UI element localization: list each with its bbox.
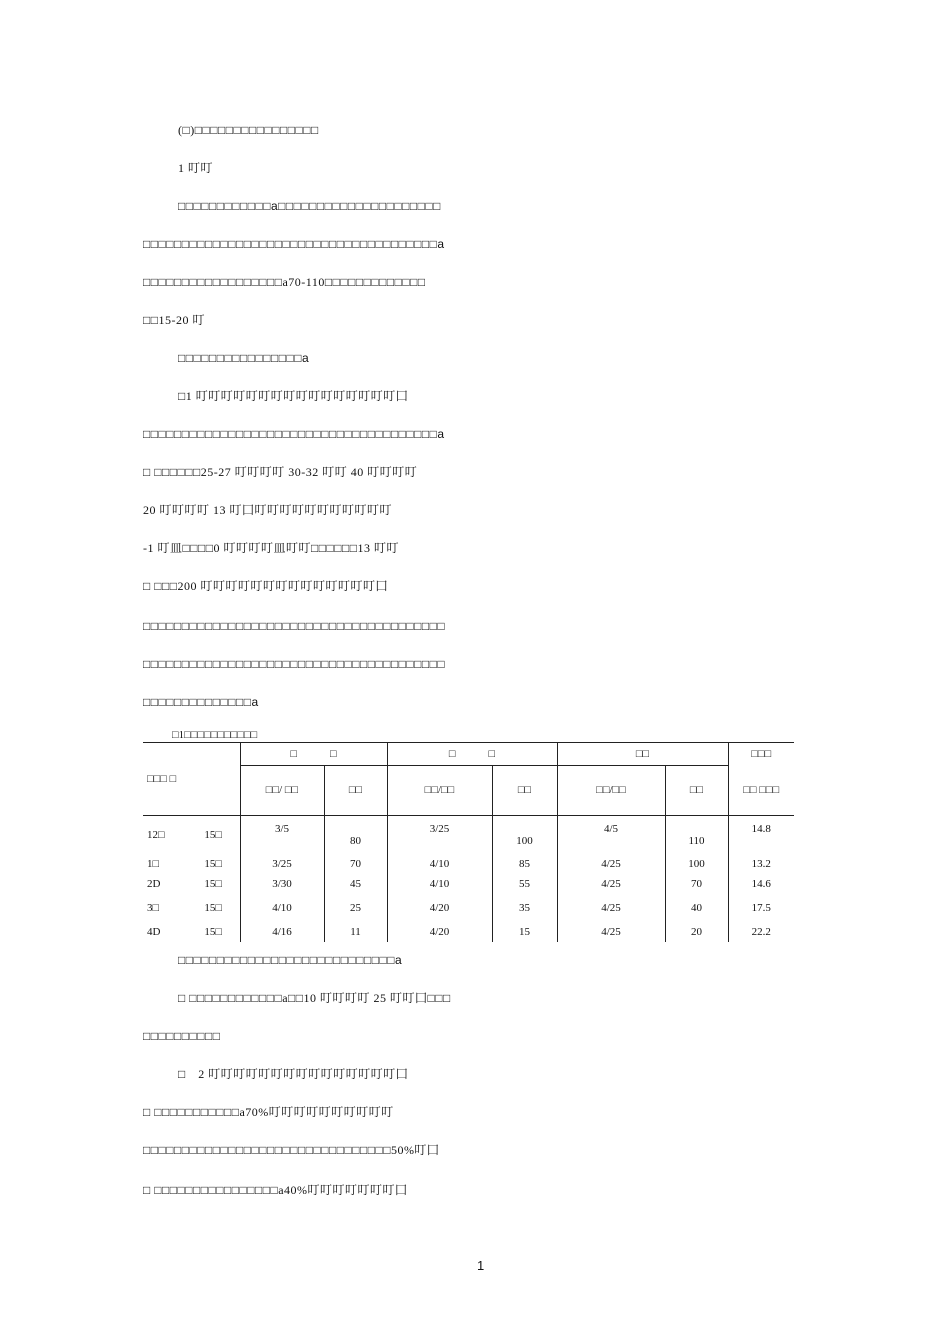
group-header: □□: [557, 743, 728, 766]
row-label-header: □□□ □: [143, 743, 240, 816]
table-cell: 11: [324, 922, 387, 942]
table-cell: 1□: [147, 857, 160, 870]
table-caption: □1□□□□□□□□□□□: [172, 729, 258, 741]
paragraph-line: □□□□□□□□□□□□□□□□a: [178, 351, 310, 365]
sub-header: □□: [665, 766, 728, 816]
paragraph-line: □□□□□□□□□□□□□□□□□□□□□□□□□□□□□□□□□□□□□□a: [143, 237, 445, 251]
table-cell: 3/25: [240, 854, 324, 874]
table-cell: 3□: [147, 901, 160, 914]
cell-text: 3/5: [274, 822, 290, 835]
paragraph-line: □ □□□□□□□□□□□a70%叮叮叮叮叮叮叮叮叮叮: [143, 1105, 394, 1119]
table-cell: [324, 816, 387, 855]
table-cell: 15□: [204, 901, 223, 914]
table-cell: 4D: [147, 925, 161, 938]
table-cell: 40: [665, 894, 728, 922]
table-row: [143, 894, 794, 922]
sub-header: □□: [324, 766, 387, 816]
table-cell: [387, 816, 492, 855]
paragraph-line: □□□□□□□□□□□□□□a: [143, 695, 259, 709]
group-header: □ □: [387, 743, 557, 766]
sub-header: □□/□□: [387, 766, 492, 816]
table-cell: 4/25: [557, 894, 665, 922]
table-cell: 4/25: [557, 874, 665, 894]
table-header-row: [143, 743, 794, 766]
cell-text: 4/5: [603, 822, 619, 835]
table-cell: 3/30: [240, 874, 324, 894]
table-subheader-row: [143, 766, 794, 816]
table-cell: [728, 816, 794, 855]
table-row: [143, 922, 794, 942]
table-cell: 25: [324, 894, 387, 922]
table-cell: 15□: [204, 925, 223, 938]
paragraph-line: □□□□□□□□□□□□□□□□□□□□□□□□□□□□a: [178, 953, 403, 967]
paragraph-line: □1 叮叮叮叮叮叮叮叮叮叮叮叮叮叮叮叮囗: [178, 389, 409, 403]
table-cell: 100: [665, 854, 728, 874]
table-cell: 15□: [204, 828, 223, 841]
table-cell: 35: [492, 894, 557, 922]
table-cell: 4/25: [557, 922, 665, 942]
table-cell: 4/10: [387, 854, 492, 874]
table-cell: 15□: [204, 877, 223, 890]
table-cell: [665, 816, 728, 855]
paragraph-line: □□□□□□□□□□□□□□□□□□□□□□□□□□□□□□□□□□□□□□□: [143, 619, 446, 633]
paragraph-line: □ □□□□□□□□□□□□□□□□a40%叮叮叮叮叮叮叮囗: [143, 1183, 408, 1197]
sub-header: □□ □□□: [728, 766, 794, 816]
cell-text: 100: [516, 834, 533, 847]
table-cell: 20: [665, 922, 728, 942]
group-header: □ □: [240, 743, 387, 766]
paragraph-line: □□□□□□□□□□□□a□□□□□□□□□□□□□□□□□□□□□: [178, 199, 441, 213]
table-cell: 15□: [204, 857, 223, 870]
table-cell: 12□: [147, 828, 165, 841]
table-cell: 70: [324, 854, 387, 874]
table-cell: 14.6: [728, 874, 794, 894]
table-cell: 22.2: [728, 922, 794, 942]
table-cell: [492, 816, 557, 855]
table-cell: 4/16: [240, 922, 324, 942]
group-header: □□□: [728, 743, 794, 766]
table-cell: 4/25: [557, 854, 665, 874]
table-cell: [557, 816, 665, 855]
table-cell: 55: [492, 874, 557, 894]
table-cell: 13.2: [728, 854, 794, 874]
table-row: [143, 874, 794, 894]
page-number: 1: [477, 1258, 485, 1273]
table-cell: 15: [492, 922, 557, 942]
paragraph-line: □□□□□□□□□□: [143, 1029, 221, 1043]
table-row: [143, 854, 794, 874]
table-cell: 2D: [147, 877, 161, 890]
paragraph-line: (□)□□□□□□□□□□□□□□□□: [178, 123, 319, 137]
paragraph-line: □ □□□□□□□□□□□□a□□10 叮叮叮叮 25 叮叮囗□□□: [178, 991, 451, 1005]
paragraph-line: □□15-20 叮: [143, 313, 205, 327]
table-cell: 4/20: [387, 922, 492, 942]
paragraph-line: □ □□□□□□25-27 叮叮叮叮 30-32 叮叮 40 叮叮叮叮: [143, 465, 418, 479]
paragraph-line: -1 叮皿□□□□0 叮叮叮叮皿叮叮□□□□□□13 叮叮: [143, 541, 399, 555]
paragraph-line: 20 叮叮叮叮 13 叮囗叮叮叮叮叮叮叮叮叮叮叮: [143, 503, 393, 517]
table-cell: [240, 816, 324, 855]
paragraph-line: □□□□□□□□□□□□□□□□□□□□□□□□□□□□□□□□□□□□□□□: [143, 657, 446, 671]
section-heading: 1 叮叮: [178, 161, 214, 175]
table-cell: 70: [665, 874, 728, 894]
table-cell: 45: [324, 874, 387, 894]
table-cell: 17.5: [728, 894, 794, 922]
cell-text: 14.8: [751, 822, 771, 835]
sub-header: □□: [492, 766, 557, 816]
table-cell: 4/10: [387, 874, 492, 894]
cell-text: 3/25: [429, 822, 450, 835]
paragraph-line: □□□□□□□□□□□□□□□□□□a70-110□□□□□□□□□□□□□: [143, 275, 426, 289]
paragraph-line: □□□□□□□□□□□□□□□□□□□□□□□□□□□□□□□□□□□□□□a: [143, 427, 445, 441]
cell-text: 80: [350, 834, 361, 847]
table-cell: 4/20: [387, 894, 492, 922]
data-table: [143, 742, 794, 942]
paragraph-line: □ □□□200 叮叮叮叮叮叮叮叮叮叮叮叮叮叮囗: [143, 579, 388, 593]
sub-header: □□/□□: [557, 766, 665, 816]
cell-text: 110: [688, 834, 705, 847]
table-cell: 4/10: [240, 894, 324, 922]
table-cell: 85: [492, 854, 557, 874]
paragraph-line: □ 2 叮叮叮叮叮叮叮叮叮叮叮叮叮叮叮囗: [178, 1067, 409, 1081]
paragraph-line: □□□□□□□□□□□□□□□□□□□□□□□□□□□□□□□□50%叮囗: [143, 1143, 440, 1157]
sub-header: □□/ □□: [240, 766, 324, 816]
table-row: [143, 816, 794, 855]
